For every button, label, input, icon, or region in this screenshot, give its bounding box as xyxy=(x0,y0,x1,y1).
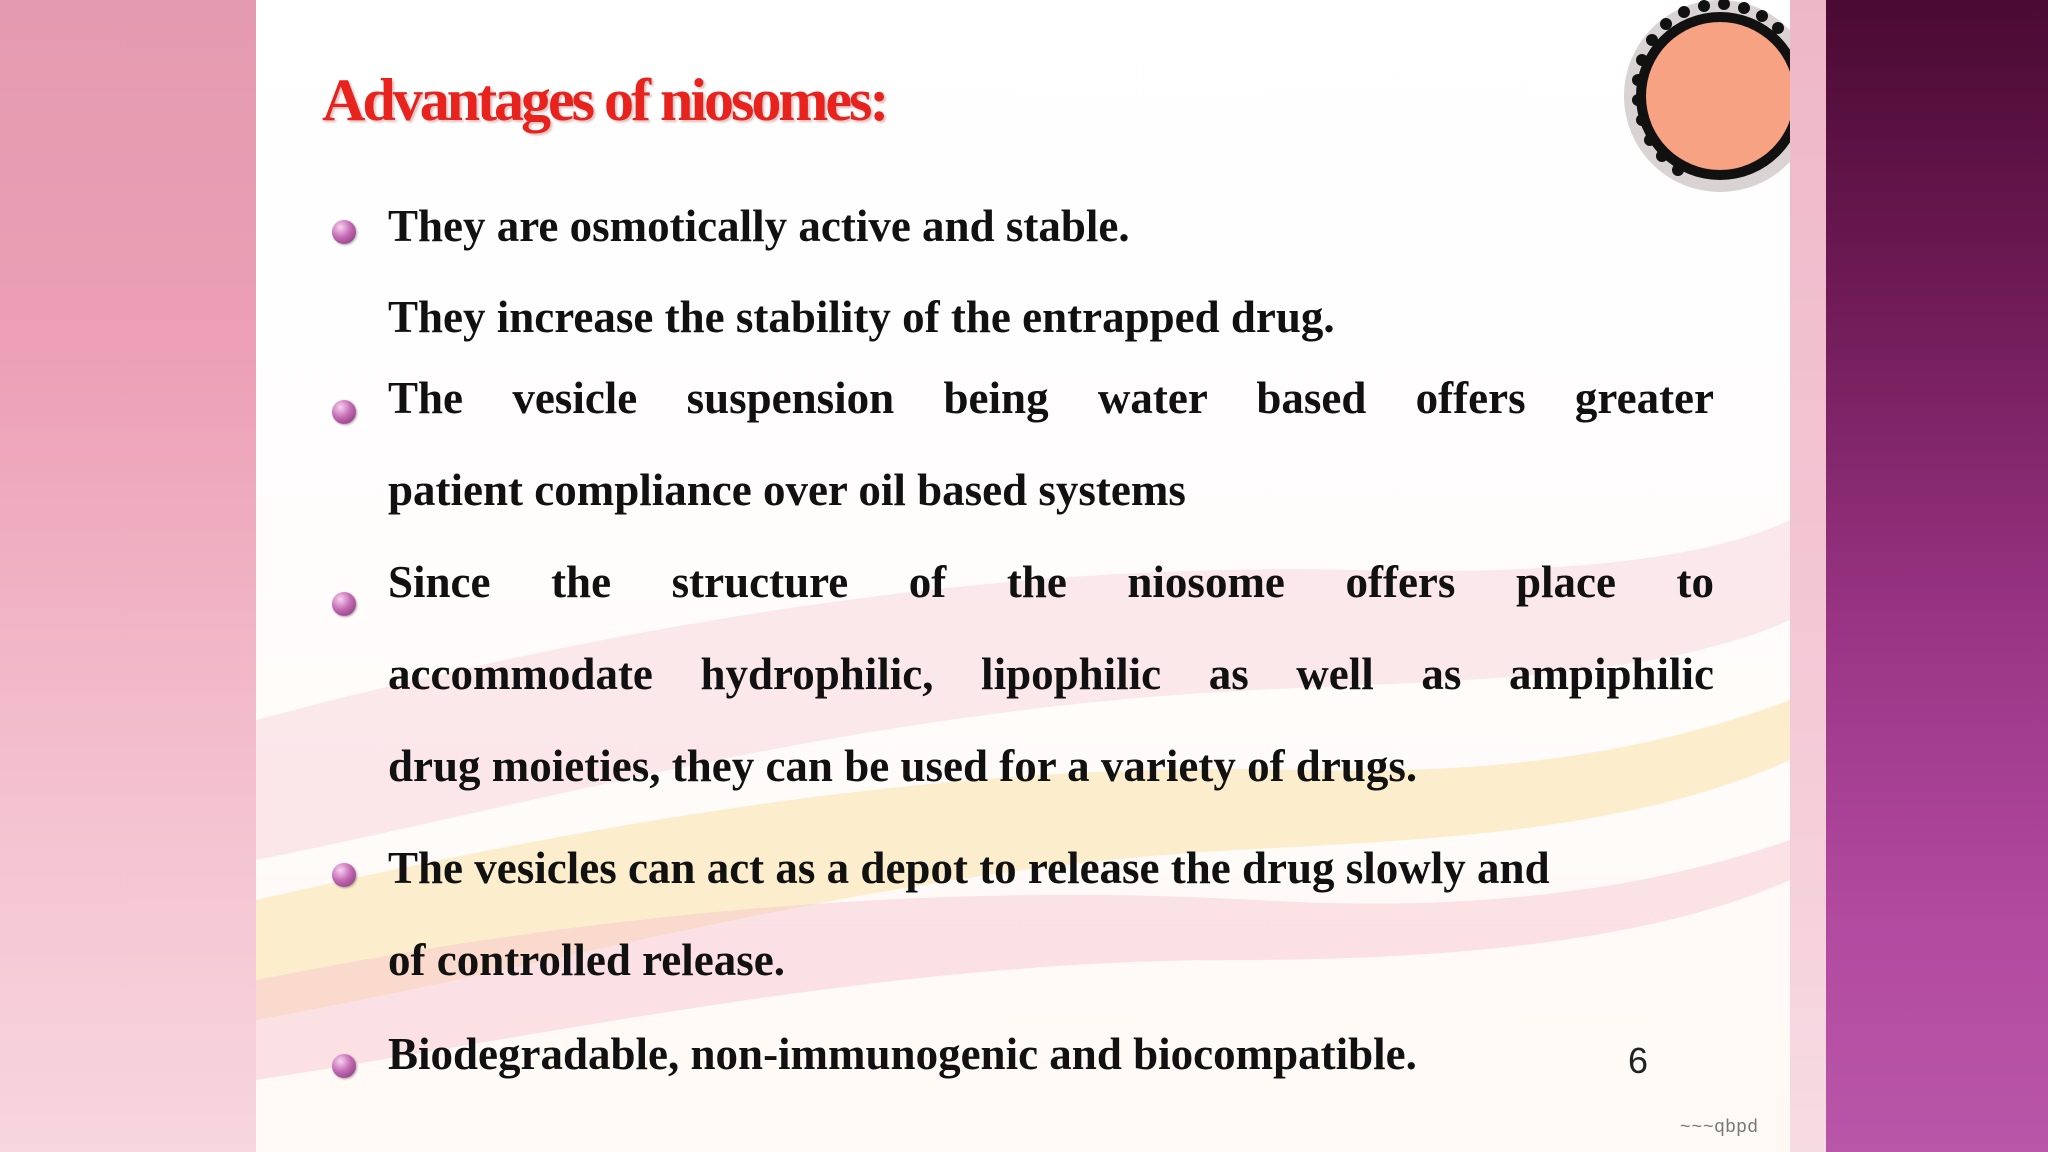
bullet-text: patient compliance over oil based systems xyxy=(388,465,1186,515)
bullet-text: Biodegradable, non-immunogenic and biocompatible. xyxy=(388,1029,1417,1079)
sphere-bullet-icon xyxy=(332,592,356,616)
bullet-text: drug moieties, they can be used for a variety of drugs. xyxy=(388,741,1418,791)
slide-title: Advantages of niosomes: xyxy=(322,67,887,133)
bullet-text: They are osmotically active and stable. xyxy=(388,201,1130,251)
sphere-bullet-icon xyxy=(332,220,356,244)
bullet-text: of controlled release. xyxy=(388,935,785,985)
bullet-text: They increase the stability of the entrapped drug. xyxy=(388,292,1335,342)
bullet-text: The vesicle suspension being water based offers greater xyxy=(388,373,1714,423)
sphere-bullet-icon xyxy=(332,1054,356,1078)
sphere-bullet-icon xyxy=(332,400,356,424)
sphere-bullet-icon xyxy=(332,863,356,887)
slide-content xyxy=(256,0,1790,1152)
bullet-text: Since the structure of the niosome offers place to xyxy=(388,557,1714,607)
corner-watermark: ~~~qbpd xyxy=(1680,1116,1759,1136)
niosome-vesicle-icon xyxy=(1602,0,1790,196)
left-decorative-band xyxy=(0,0,256,1152)
right-purple-band xyxy=(1826,0,2048,1152)
right-pink-band xyxy=(1790,0,1826,1152)
bullet-text: accommodate hydrophilic, lipophilic as well as ampiphilic xyxy=(388,649,1714,699)
page-number: 6 xyxy=(1628,1040,1649,1081)
bullet-text: The vesicles can act as a depot to release the drug slowly and xyxy=(388,843,1550,893)
